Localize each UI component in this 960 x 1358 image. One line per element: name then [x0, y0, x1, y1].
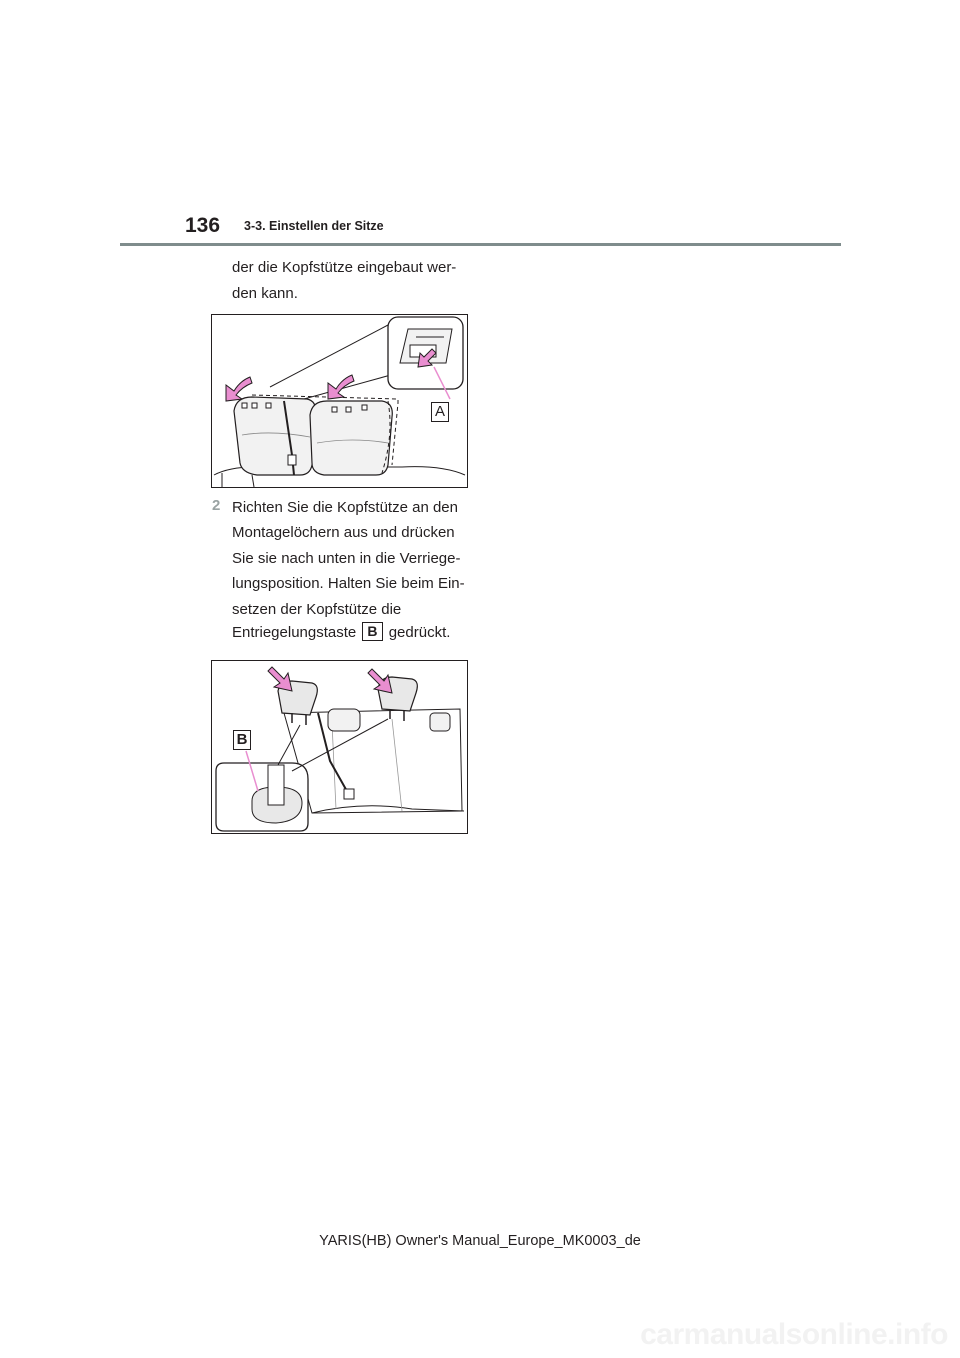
- callout-label-b: B: [233, 730, 251, 750]
- watermark: carmanualsonline.info: [640, 1318, 948, 1351]
- step2-line6-after: gedrückt.: [388, 624, 451, 641]
- figure-headrest-installation: [211, 660, 468, 834]
- footer-manual-id: YARIS(HB) Owner's Manual_Europe_MK0003_de: [319, 1233, 641, 1249]
- callout-label-a: A: [431, 402, 449, 422]
- step2-line2: Montagelöchern aus und drücken: [232, 524, 455, 541]
- step2-line3: Sie sie nach unten in die Verriege-: [232, 550, 461, 567]
- header-divider: [120, 243, 841, 246]
- seat-illustration-1: [212, 315, 467, 487]
- section-title: 3-3. Einstellen der Sitze: [244, 219, 384, 233]
- step2-line6-before: Entriegelungstaste: [232, 624, 357, 641]
- figure-headrest-removal: [211, 314, 468, 488]
- continuation-text-line2: den kann.: [232, 285, 298, 302]
- step2-line6: [232, 620, 482, 646]
- step2-line4: lungsposition. Halten Sie beim Ein-: [232, 575, 465, 592]
- page-number: 136: [185, 214, 221, 237]
- step2-line5: setzen der Kopfstütze die: [232, 601, 402, 618]
- step-number-2: 2: [212, 497, 221, 514]
- continuation-text-line1: der die Kopfstütze eingebaut wer-: [232, 259, 457, 276]
- step2-line1: Richten Sie die Kopfstütze an den: [232, 499, 458, 516]
- release-button-b-label: B: [362, 622, 382, 641]
